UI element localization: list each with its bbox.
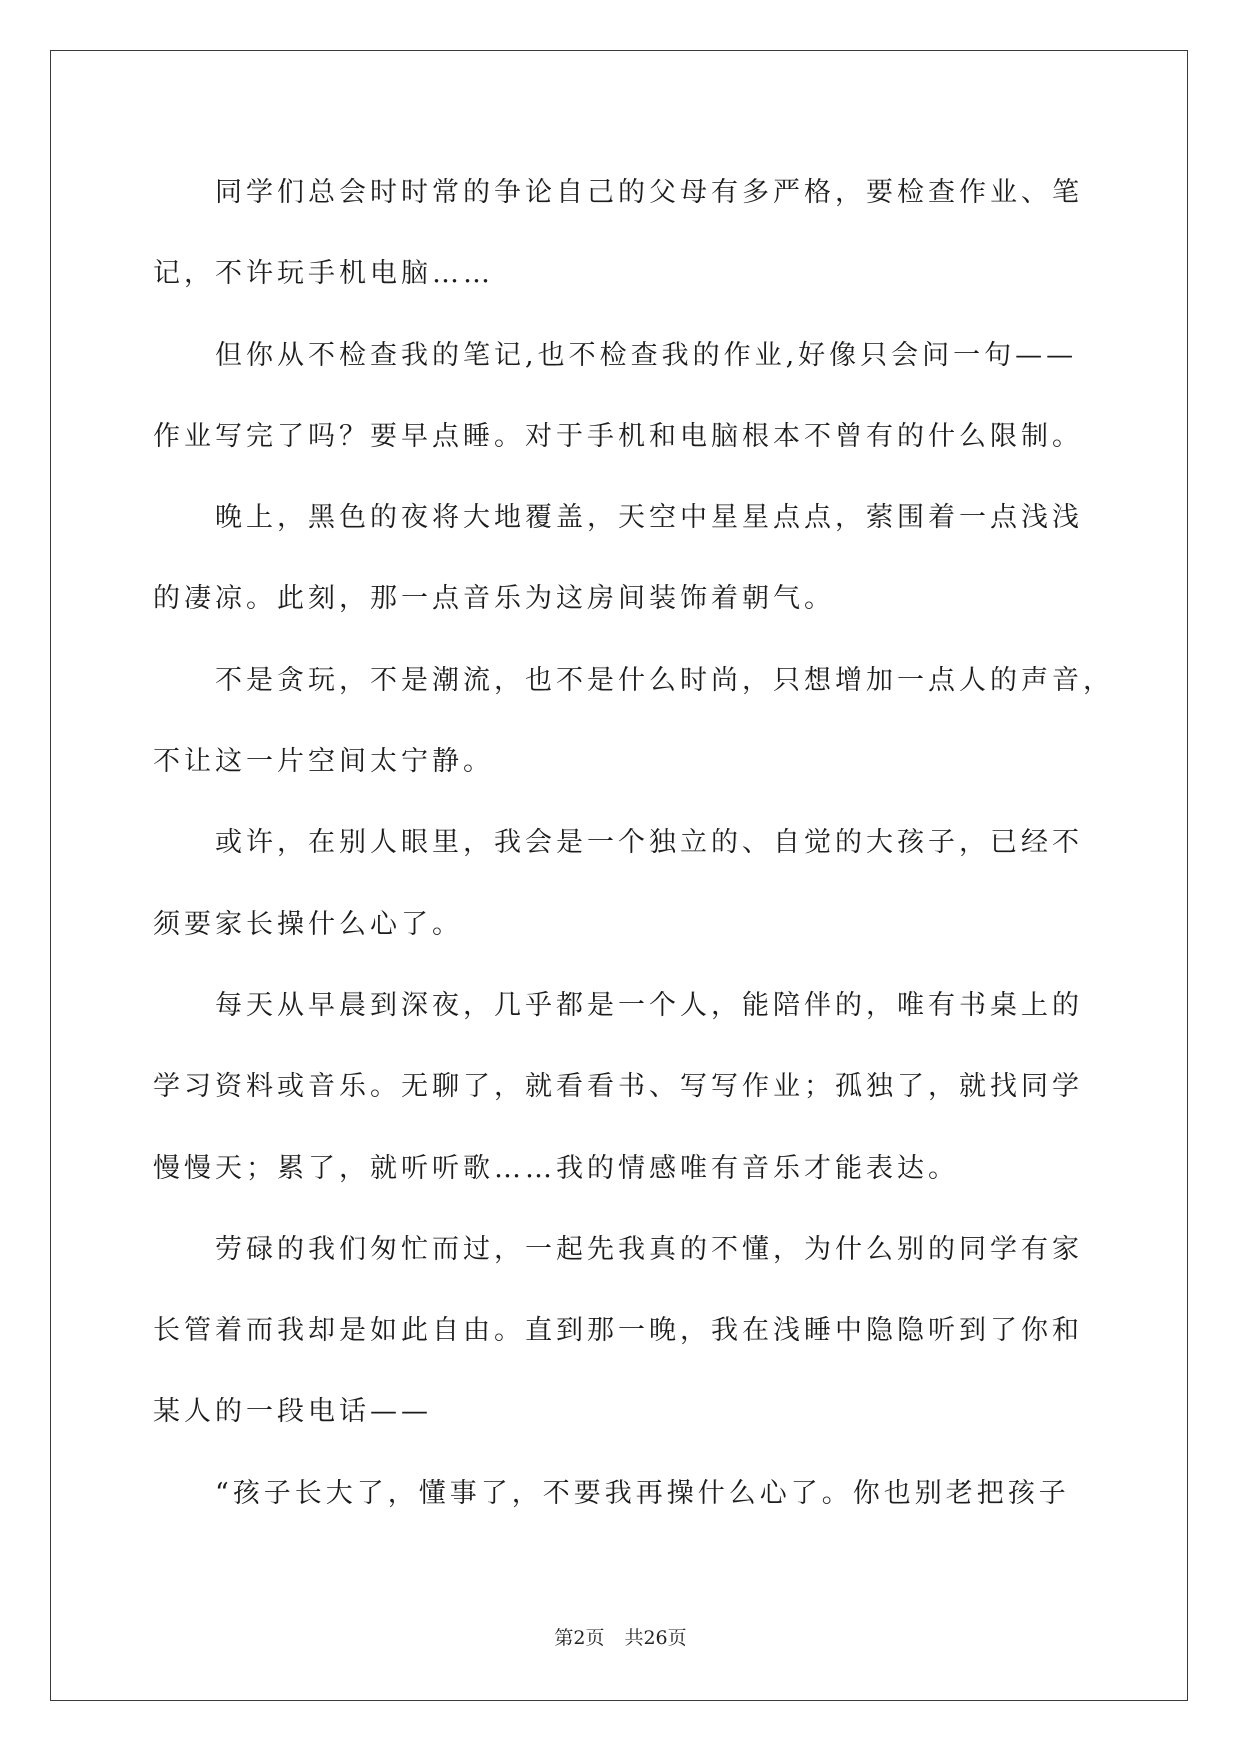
paragraph-line: 须要家长操什么心了。 xyxy=(153,908,463,940)
page-total: 共26页 xyxy=(624,1627,687,1649)
paragraph-line: 记，不许玩手机电脑…… xyxy=(153,258,494,290)
paragraph-line: 不让这一片空间太宁静。 xyxy=(153,746,494,778)
paragraph xyxy=(153,152,1153,315)
paragraph xyxy=(153,965,1153,1209)
paragraph-line: 某人的一段电话—— xyxy=(153,1396,432,1428)
paragraph-line: 晚上，黑色的夜将大地覆盖，天空中星星点点，萦围着一点浅浅 xyxy=(215,502,1083,534)
paragraph-line: 同学们总会时时常的争论自己的父母有多严格，要检查作业、笔 xyxy=(215,177,1083,208)
page-number: 第2页 xyxy=(554,1627,605,1649)
paragraph xyxy=(153,477,1153,640)
paragraph-line: 或许，在别人眼里，我会是一个独立的、自觉的大孩子，已经不 xyxy=(215,827,1083,859)
paragraph-line: 不是贪玩，不是潮流，也不是什么时尚，只想增加一点人的声音， xyxy=(215,664,1114,696)
paragraph-line: “孩子长大了，懂事了，不要我再操什么心了。你也别老把孩子 xyxy=(215,1477,1070,1509)
paragraph-line: 的凄凉。此刻，那一点音乐为这房间装饰着朝气。 xyxy=(153,583,835,615)
paragraph xyxy=(153,1453,1153,1534)
paragraph-line: 慢慢天；累了，就听听歌……我的情感唯有音乐才能表达。 xyxy=(153,1152,959,1184)
paragraph-line: 每天从早晨到深夜，几乎都是一个人，能陪伴的，唯有书桌上的 xyxy=(215,989,1083,1021)
paragraph xyxy=(153,640,1153,803)
paragraph-line: 劳碌的我们匆忙而过，一起先我真的不懂，为什么别的同学有家 xyxy=(215,1233,1083,1265)
page-footer xyxy=(0,1624,1241,1652)
paragraph xyxy=(153,802,1153,965)
paragraph-line: 但你从不检查我的笔记,也不检查我的作业,好像只会问一句—— xyxy=(215,339,1078,371)
paragraph xyxy=(153,315,1153,478)
paragraph-line: 作业写完了吗？要早点睡。对于手机和电脑根本不曾有的什么限制。 xyxy=(153,420,1083,452)
paragraph-line: 长管着而我却是如此自由。直到那一晚，我在浅睡中隐隐听到了你和 xyxy=(153,1315,1083,1347)
paragraph xyxy=(153,1209,1153,1453)
document-body xyxy=(153,152,1153,1534)
paragraph-line: 学习资料或音乐。无聊了，就看看书、写写作业；孤独了，就找同学 xyxy=(153,1071,1083,1103)
